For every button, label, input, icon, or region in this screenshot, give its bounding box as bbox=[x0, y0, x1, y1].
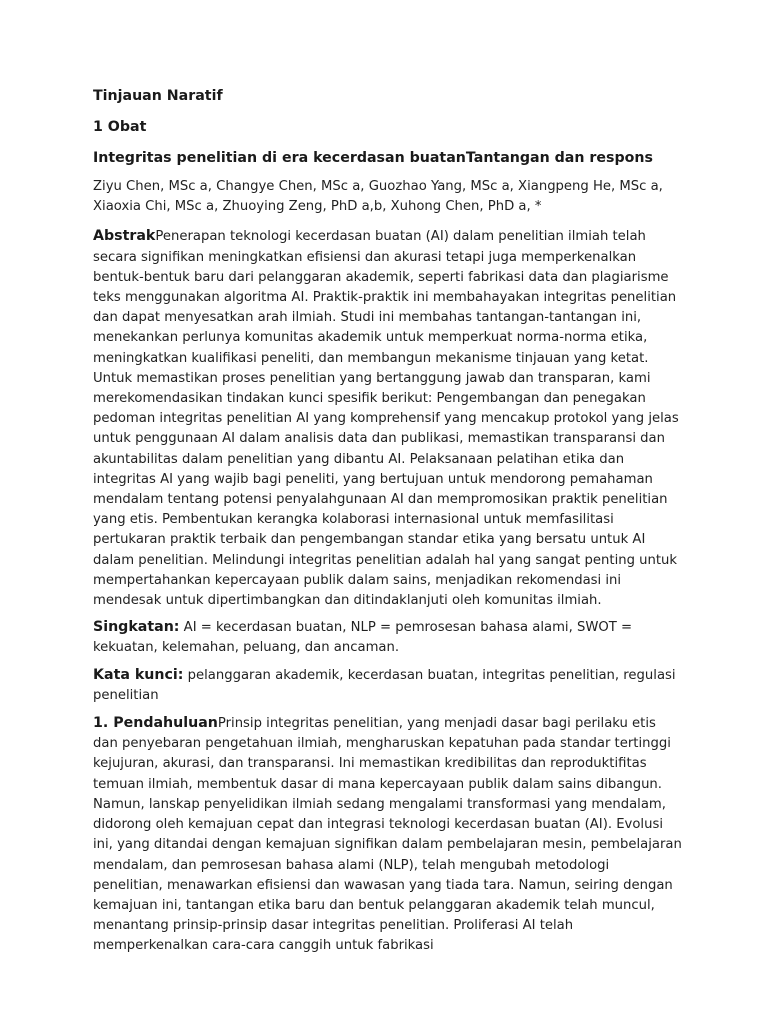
abbreviations-heading: Singkatan: bbox=[93, 619, 180, 636]
article-title: Integritas penelitian di era kecerdasan buatanTantangan dan respons bbox=[93, 150, 653, 166]
abbreviations-text: AI = kecerdasan buatan, NLP = pemrosesan bahasa alami, SWOT = kekuatan, kelemahan, peluang, dan ancaman. bbox=[93, 620, 633, 656]
abstract-text: Penerapan teknologi kecerdasan buatan (AI) dalam penelitian ilmiah telah secara signifikan meningkatkan efisiensi dan akurasi tetapi juga memperkenalkan bentuk-bentuk baru dari pelanggaran akademik, seperti fabrikasi data dan plagiarisme teks menggunakan algoritma AI. Praktik-praktik ini membahayakan integritas penelitian dan dapat menyesatkan arah ilmiah. Studi ini membahas tantangan-tantangan ini, menekankan perlunya komunitas akademik untuk memperkuat norma-norma etika, meningkatkan kualifikasi peneliti, dan membangun mekanisme tinjauan yang ketat. Untuk memastikan proses penelitian yang bertanggung jawab dan transparan, kami merekomendasikan tindakan kunci spesifik berikut: Pengembangan dan penegakan pedoman integritas penelitian AI yang komprehensif yang mencakup protokol yang jelas untuk penggunaan AI dalam analisis data dan publikasi, memastikan transparansi dan akuntabilitas dalam penelitian yang dibantu AI. Pelaksanaan pelatihan etika dan integritas AI yang wajib bagi peneliti, yang bertujuan untuk mendorong pemahaman mendalam tentang potensi penyalahgunaan AI dan mempromosikan praktik penelitian yang etis. Pembentukan kerangka kolaborasi internasional untuk memfasilitasi pertukaran praktik terbaik dan pengembangan standar etika yang bersatu untuk AI dalam penelitian. Melindungi integritas penelitian adalah hal yang sangat penting untuk mempertahankan kepercayaan publik dalam sains, menjadikan rekomendasi ini mendesak untuk dipertimbangkan dan ditindaklanjuti oleh komunitas ilmiah. bbox=[93, 229, 679, 609]
introduction-heading: 1. Pendahuluan bbox=[93, 715, 218, 732]
document-page bbox=[93, 86, 683, 963]
introduction-paragraph bbox=[93, 713, 683, 956]
introduction-text: Prinsip integritas penelitian, yang menjadi dasar bagi perilaku etis dan penyebaran pengetahuan ilmiah, mengharuskan kepatuhan pada standar tertinggi kejujuran, akurasi, dan transparansi. Ini memastikan kredibilitas dan reproduktifitas temuan ilmiah, membentuk dasar di mana kepercayaan publik dalam sains dibangun. Namun, lanskap penyelidikan ilmiah sedang mengalami transformasi yang mendalam, didorong oleh kemajuan cepat dan integrasi teknologi kecerdasan buatan (AI). Evolusi ini, yang ditandai dengan kemajuan signifikan dalam pembelajaran mesin, pembelajaran mendalam, dan pemrosesan bahasa alami (NLP), telah mengubah metodologi penelitian, menawarkan efisiensi dan wawasan yang tiada tara. Namun, seiring dengan kemajuan ini, tantangan etika baru dan bentuk pelanggaran akademik telah muncul, menantang prinsip-prinsip dasar integritas penelitian. Proliferasi AI telah memperkenalkan cara-cara canggih untuk fabrikasi bbox=[93, 716, 682, 954]
section-label: 1 Obat bbox=[93, 119, 147, 135]
author-list: Ziyu Chen, MSc a, Changye Chen, MSc a, Guozhao Yang, MSc a, Xiangpeng He, MSc a, Xiaoxia Chi, MSc a, Zhuoying Zeng, PhD a,b, Xuhong Chen, PhD a, * bbox=[93, 179, 663, 215]
article-type: Tinjauan Naratif bbox=[93, 88, 223, 104]
abbreviations-paragraph bbox=[93, 617, 683, 658]
abstract-paragraph bbox=[93, 226, 683, 611]
abstract-heading: Abstrak bbox=[93, 228, 156, 245]
keywords-paragraph bbox=[93, 665, 683, 706]
keywords-text: pelanggaran akademik, kecerdasan buatan, integritas penelitian, regulasi penelitian bbox=[93, 667, 676, 703]
keywords-heading: Kata kunci: bbox=[93, 666, 184, 683]
